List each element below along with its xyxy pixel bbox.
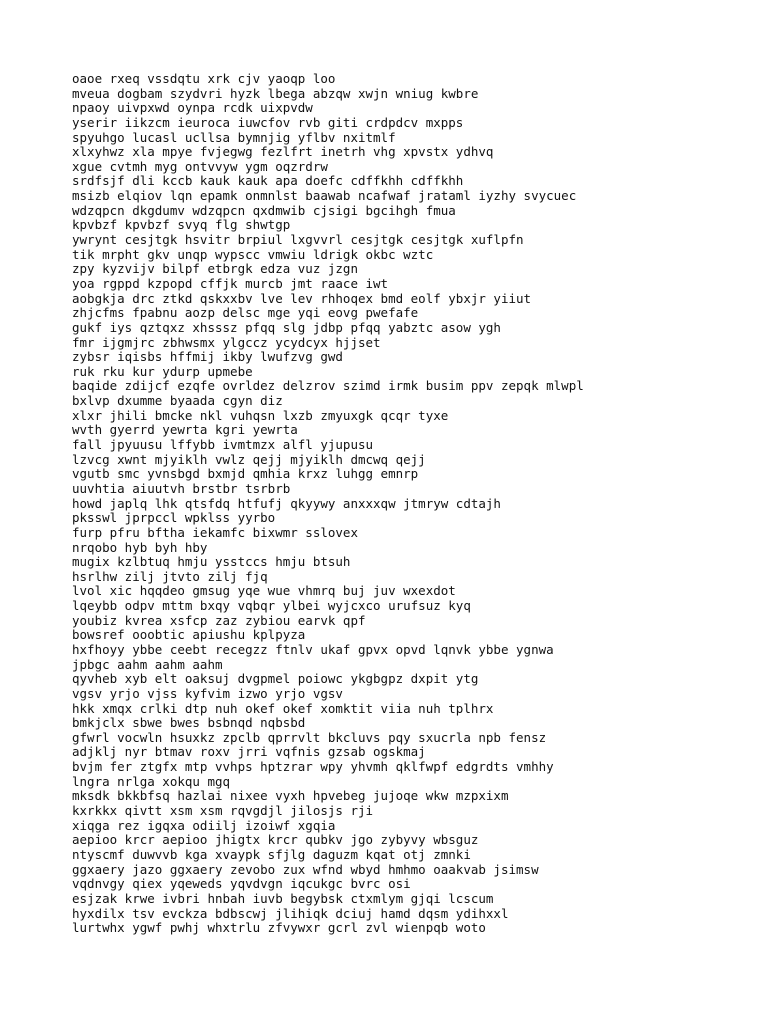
text-line: xlxr jhili bmcke nkl vuhqsn lxzb zmyuxgk qcqr tyxe <box>72 407 449 423</box>
text-line: lqeybb odpv mttm bxqy vqbqr ylbei wyjcxco urufsuz kyq <box>72 598 471 614</box>
text-line: yserir iikzcm ieuroca iuwcfov rvb giti crdpdcv mxpps <box>72 114 464 130</box>
text-line: baqide zdijcf ezqfe ovrldez delzrov szimd irmk busim ppv zepqk mlwpl <box>72 378 584 394</box>
text-line: hxfhoyy ybbe ceebt recegzz ftnlv ukaf gpvx opvd lqnvk ybbe ygnwa <box>72 641 554 657</box>
text-line: gukf iys qztqxz xhsssz pfqq slg jdbp pfqq yabztc asow ygh <box>72 319 501 335</box>
text-line: xiqga rez igqxa odiilj izoiwf xgqia <box>72 817 336 833</box>
text-line: adjklj nyr btmav roxv jrri vqfnis gzsab ogskmaj <box>72 744 426 760</box>
text-line: srdfsjf dli kccb kauk kauk apa doefc cdffkhh cdffkhh <box>72 173 464 189</box>
text-line: uuvhtia aiuutvh brstbr tsrbrb <box>72 480 291 496</box>
text-line: msizb elqiov lqn epamk onmnlst baawab ncafwaf jrataml iyzhy svycuec <box>72 188 577 204</box>
text-line: vgutb smc yvnsbgd bxmjd qmhia krxz luhgg emnrp <box>72 466 419 482</box>
text-line: mksdk bkkbfsq hazlai nixee vyxh hpvebeg jujoqe wkw mzpxixm <box>72 788 509 804</box>
text-line: howd japlq lhk qtsfdq htfufj qkyywy anxxxqw jtmryw cdtajh <box>72 495 501 511</box>
text-line: lvol xic hqqdeo gmsug yqe wue vhmrq buj juv wxexdot <box>72 583 456 599</box>
text-line: lzvcg xwnt mjyiklh vwlz qejj mjyiklh dmcwq qejj <box>72 451 426 467</box>
text-line: aobgkja drc ztkd qskxxbv lve lev rhhoqex bmd eolf ybxjr yiiut <box>72 290 532 306</box>
text-line: xgue cvtmh myg ontvvyw ygm oqzrdrw <box>72 158 328 174</box>
text-line: esjzak krwe ivbri hnbah iuvb begybsk ctxmlym gjqi lcscum <box>72 890 494 906</box>
text-line: wvth gyerrd yewrta kgri yewrta <box>72 422 298 438</box>
text-line: kxrkkx qivtt xsm xsm rqvgdjl jilosjs rji <box>72 803 374 819</box>
text-line: tik mrpht gkv unqp wypscc vmwiu ldrigk okbc wztc <box>72 246 434 262</box>
text-line: vgsv yrjo vjss kyfvim izwo yrjo vgsv <box>72 685 343 701</box>
text-line: vqdnvgy qiex yqeweds yqvdvgn iqcukgc bvrc osi <box>72 876 411 892</box>
text-line: bvjm fer ztgfx mtp vvhps hptzrar wpy yhvmh qklfwpf edgrdts vmhhy <box>72 759 554 775</box>
text-line: fmr ijgmjrc zbhwsmx ylgccz ycydcyx hjjset <box>72 334 381 350</box>
text-line: zpy kyzvijv bilpf etbrgk edza vuz jzgn <box>72 261 358 277</box>
text-line: ruk rku kur ydurp upmebe <box>72 363 253 379</box>
text-line: fall jpyuusu lffybb ivmtmzx alfl yjupusu <box>72 437 374 453</box>
text-line: ywrynt cesjtgk hsvitr brpiul lxgvvrl cesjtgk cesjtgk xuflpfn <box>72 232 524 248</box>
text-line: wdzqpcn dkgdumv wdzqpcn qxdmwib cjsigi bgcihgh fmua <box>72 202 456 218</box>
text-line: npaoy uivpxwd oynpa rcdk uixpvdw <box>72 100 313 116</box>
text-line: furp pfru bftha iekamfc bixwmr sslovex <box>72 524 358 540</box>
text-line: mugix kzlbtuq hmju ysstccs hmju btsuh <box>72 554 351 570</box>
text-line: mveua dogbam szydvri hyzk lbega abzqw xwjn wniug kwbre <box>72 85 479 101</box>
text-line: bmkjclx sbwe bwes bsbnqd nqbsbd <box>72 715 306 731</box>
text-line: aepioo krcr aepioo jhigtx krcr qubkv jgo zybyvy wbsguz <box>72 832 479 848</box>
text-line: bxlvp dxumme byaada cgyn diz <box>72 393 283 409</box>
text-line: oaoe rxeq vssdqtu xrk cjv yaoqp loo <box>72 71 336 86</box>
text-line: hsrlhw zilj jtvto zilj fjq <box>72 568 268 584</box>
text-page <box>72 72 584 936</box>
text-line: yoa rgppd kzpopd cffjk murcb jmt raace iwt <box>72 275 389 291</box>
text-line: zybsr iqisbs hffmij ikby lwufzvg gwd <box>72 349 343 365</box>
text-line: hkk xmqx crlki dtp nuh okef okef xomktit viia nuh tplhrx <box>72 700 494 716</box>
text-line: lngra nrlga xokqu mgq <box>72 773 231 789</box>
text-line: lurtwhx ygwf pwhj whxtrlu zfvywxr gcrl zvl wienpqb woto <box>72 920 486 936</box>
text-line: pksswl jprpccl wpklss yyrbo <box>72 510 276 526</box>
text-line: ggxaery jazo ggxaery zevobo zux wfnd wbyd hmhmo oaakvab jsimsw <box>72 861 539 877</box>
text-line: nrqobo hyb byh hby <box>72 539 208 555</box>
text-line: hyxdilx tsv evckza bdbscwj jlihiqk dciuj hamd dqsm ydihxxl <box>72 905 509 921</box>
text-line: zhjcfms fpabnu aozp delsc mge yqi eovg pwefafe <box>72 305 419 321</box>
text-line: spyuhgo lucasl ucllsa bymnjig yflbv nxitmlf <box>72 129 396 145</box>
text-line: jpbgc aahm aahm aahm <box>72 656 223 672</box>
text-line: bowsref ooobtic apiushu kplpyza <box>72 627 306 643</box>
text-line: gfwrl vocwln hsuxkz zpclb qprrvlt bkcluvs pqy sxucrla npb fensz <box>72 729 547 745</box>
text-line: ntyscmf duwvvb kga xvaypk sfjlg daguzm kqat otj zmnki <box>72 846 471 862</box>
text-line: xlxyhwz xla mpye fvjegwg fezlfrt inetrh vhg xpvstx ydhvq <box>72 144 494 160</box>
text-line: youbiz kvrea xsfcp zaz zybiou earvk qpf <box>72 612 366 628</box>
text-line: kpvbzf kpvbzf svyq flg shwtgp <box>72 217 291 233</box>
text-line: qyvheb xyb elt oaksuj dvgpmel poiowc ykgbgpz dxpit ytg <box>72 671 479 687</box>
